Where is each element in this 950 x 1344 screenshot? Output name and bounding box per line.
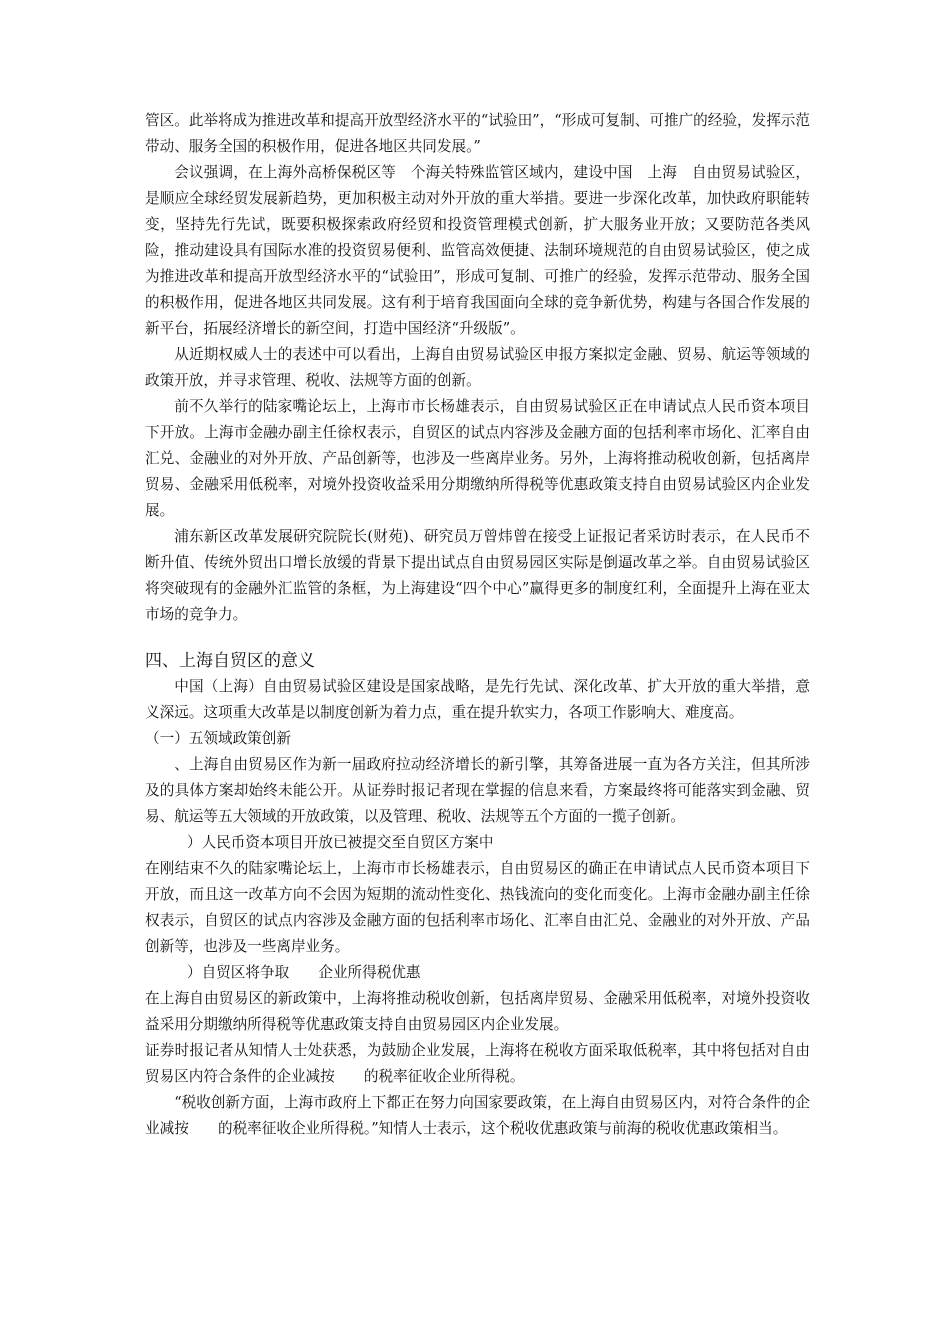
subsection-title: （一）五领域政策创新: [145, 730, 291, 747]
section-heading: 四、上海自贸区的意义: [145, 651, 315, 671]
paragraph-continuation: 管区。此举将成为推进改革和提高开放型经济水平的“试验田”，“形成可复制、可推广的经验，发挥示范带动、服务全国的积极作用，促进各地区共同发展。”: [145, 112, 810, 155]
item-2-title: ）自贸区将争取 企业所得税优惠: [187, 964, 421, 981]
paragraph-lujiazui: 前不久举行的陆家嘴论坛上，上海市市长杨雄表示，自由贸易试验区正在申请试点人民币资本项目下开放。上海市金融办副主任徐权表示，自贸区的试点内容涉及金融方面的包括利率市场化、汇率自由汇兑、金融业的对外开放、产品创新等，也涉及一些离岸业务。另外，上海将推动税收创新，包括离岸贸易、金融采用低税率，对境外投资收益采用分期缴纳所得税等优惠政策支持自由贸易试验区内企业发展。: [145, 398, 810, 519]
item-1-title: ）人民币资本项目开放已被提交至自贸区方案中: [187, 834, 494, 851]
subsection-text: 、上海自由贸易区作为新一届政府拉动经济增长的新引擎，其筹备进展一直为各方关注，但其所涉及的具体方案却始终未能公开。从证券时报记者现在掌握的信息来看，方案最终将可能落实到金融、贸易、航运等五大领域的开放政策，以及管理、税收、法规等五个方面的一揽子创新。: [145, 756, 810, 825]
document-page: [145, 108, 810, 1142]
paragraph-meeting: 会议强调，在上海外高桥保税区等 个海关特殊监管区域内，建设中国 上海 自由贸易试验区，是顺应全球经贸发展新趋势，更加积极主动对外开放的重大举措。要进一步深化改革，加快政府职能转变，坚持先行先试，既要积极探索政府经贸和投资管理模式创新，扩大服务业开放；又要防范各类风险，推动建设具有国际水准的投资贸易便利、监管高效便捷、法制环境规范的自由贸易试验区，使之成为推进改革和提高开放型经济水平的“试验田”，形成可复制、可推广的经验，发挥示范带动、服务全国的积极作用，促进各地区共同发展。这有利于培育我国面向全球的竞争新优势，构建与各国合作发展的新平台，拓展经济增长的新空间，打造中国经济“升级版”。: [145, 164, 810, 337]
section-intro: 中国（上海）自由贸易试验区建设是国家战略，是先行先试、深化改革、扩大开放的重大举措，意义深远。这项重大改革是以制度创新为着力点，重在提升软实力，各项工作影响大、难度高。: [145, 678, 810, 721]
item-2-text: 在上海自由贸易区的新政策中，上海将推动税收创新，包括离岸贸易、金融采用低税率，对境外投资收益采用分期缴纳所得税等优惠政策支持自由贸易园区内企业发展。: [145, 990, 810, 1033]
paragraph-authority: 从近期权威人士的表述中可以看出，上海自由贸易试验区申报方案拟定金融、贸易、航运等领域的政策开放，并寻求管理、税收、法规等方面的创新。: [145, 346, 810, 389]
item-1-text: 在刚结束不久的陆家嘴论坛上，上海市市长杨雄表示，自由贸易区的确正在申请试点人民币资本项目下开放，而且这一改革方向不会因为短期的流动性变化、热钱流向的变化而变化。上海市金融办副主任徐权表示，自贸区的试点内容涉及金融方面的包括利率市场化、汇率自由汇兑、金融业的对外开放、产品创新等，也涉及一些离岸业务。: [145, 860, 810, 955]
quote-paragraph: “税收创新方面，上海市政府上下都正在努力向国家要政策，在上海自由贸易区内，对符合条件的企业减按 的税率征收企业所得税。”知情人士表示，这个税收优惠政策与前海的税收优惠政策相当。: [145, 1094, 810, 1137]
item-2-text-2: 证券时报记者从知情人士处获悉，为鼓励企业发展，上海将在税收方面采取低税率，其中将包括对自由贸易区内符合条件的企业减按 的税率征收企业所得税。: [145, 1042, 810, 1085]
paragraph-pudong: 浦东新区改革发展研究院院长(财苑)、研究员万曾炜曾在接受上证报记者采访时表示，在人民币不断升值、传统外贸出口增长放缓的背景下提出试点自由贸易园区实际是倒逼改革之举。自由贸易试验区将突破现有的金融外汇监管的条框，为上海建设“四个中心”赢得更多的制度红利，全面提升上海在亚太市场的竞争力。: [145, 528, 810, 623]
